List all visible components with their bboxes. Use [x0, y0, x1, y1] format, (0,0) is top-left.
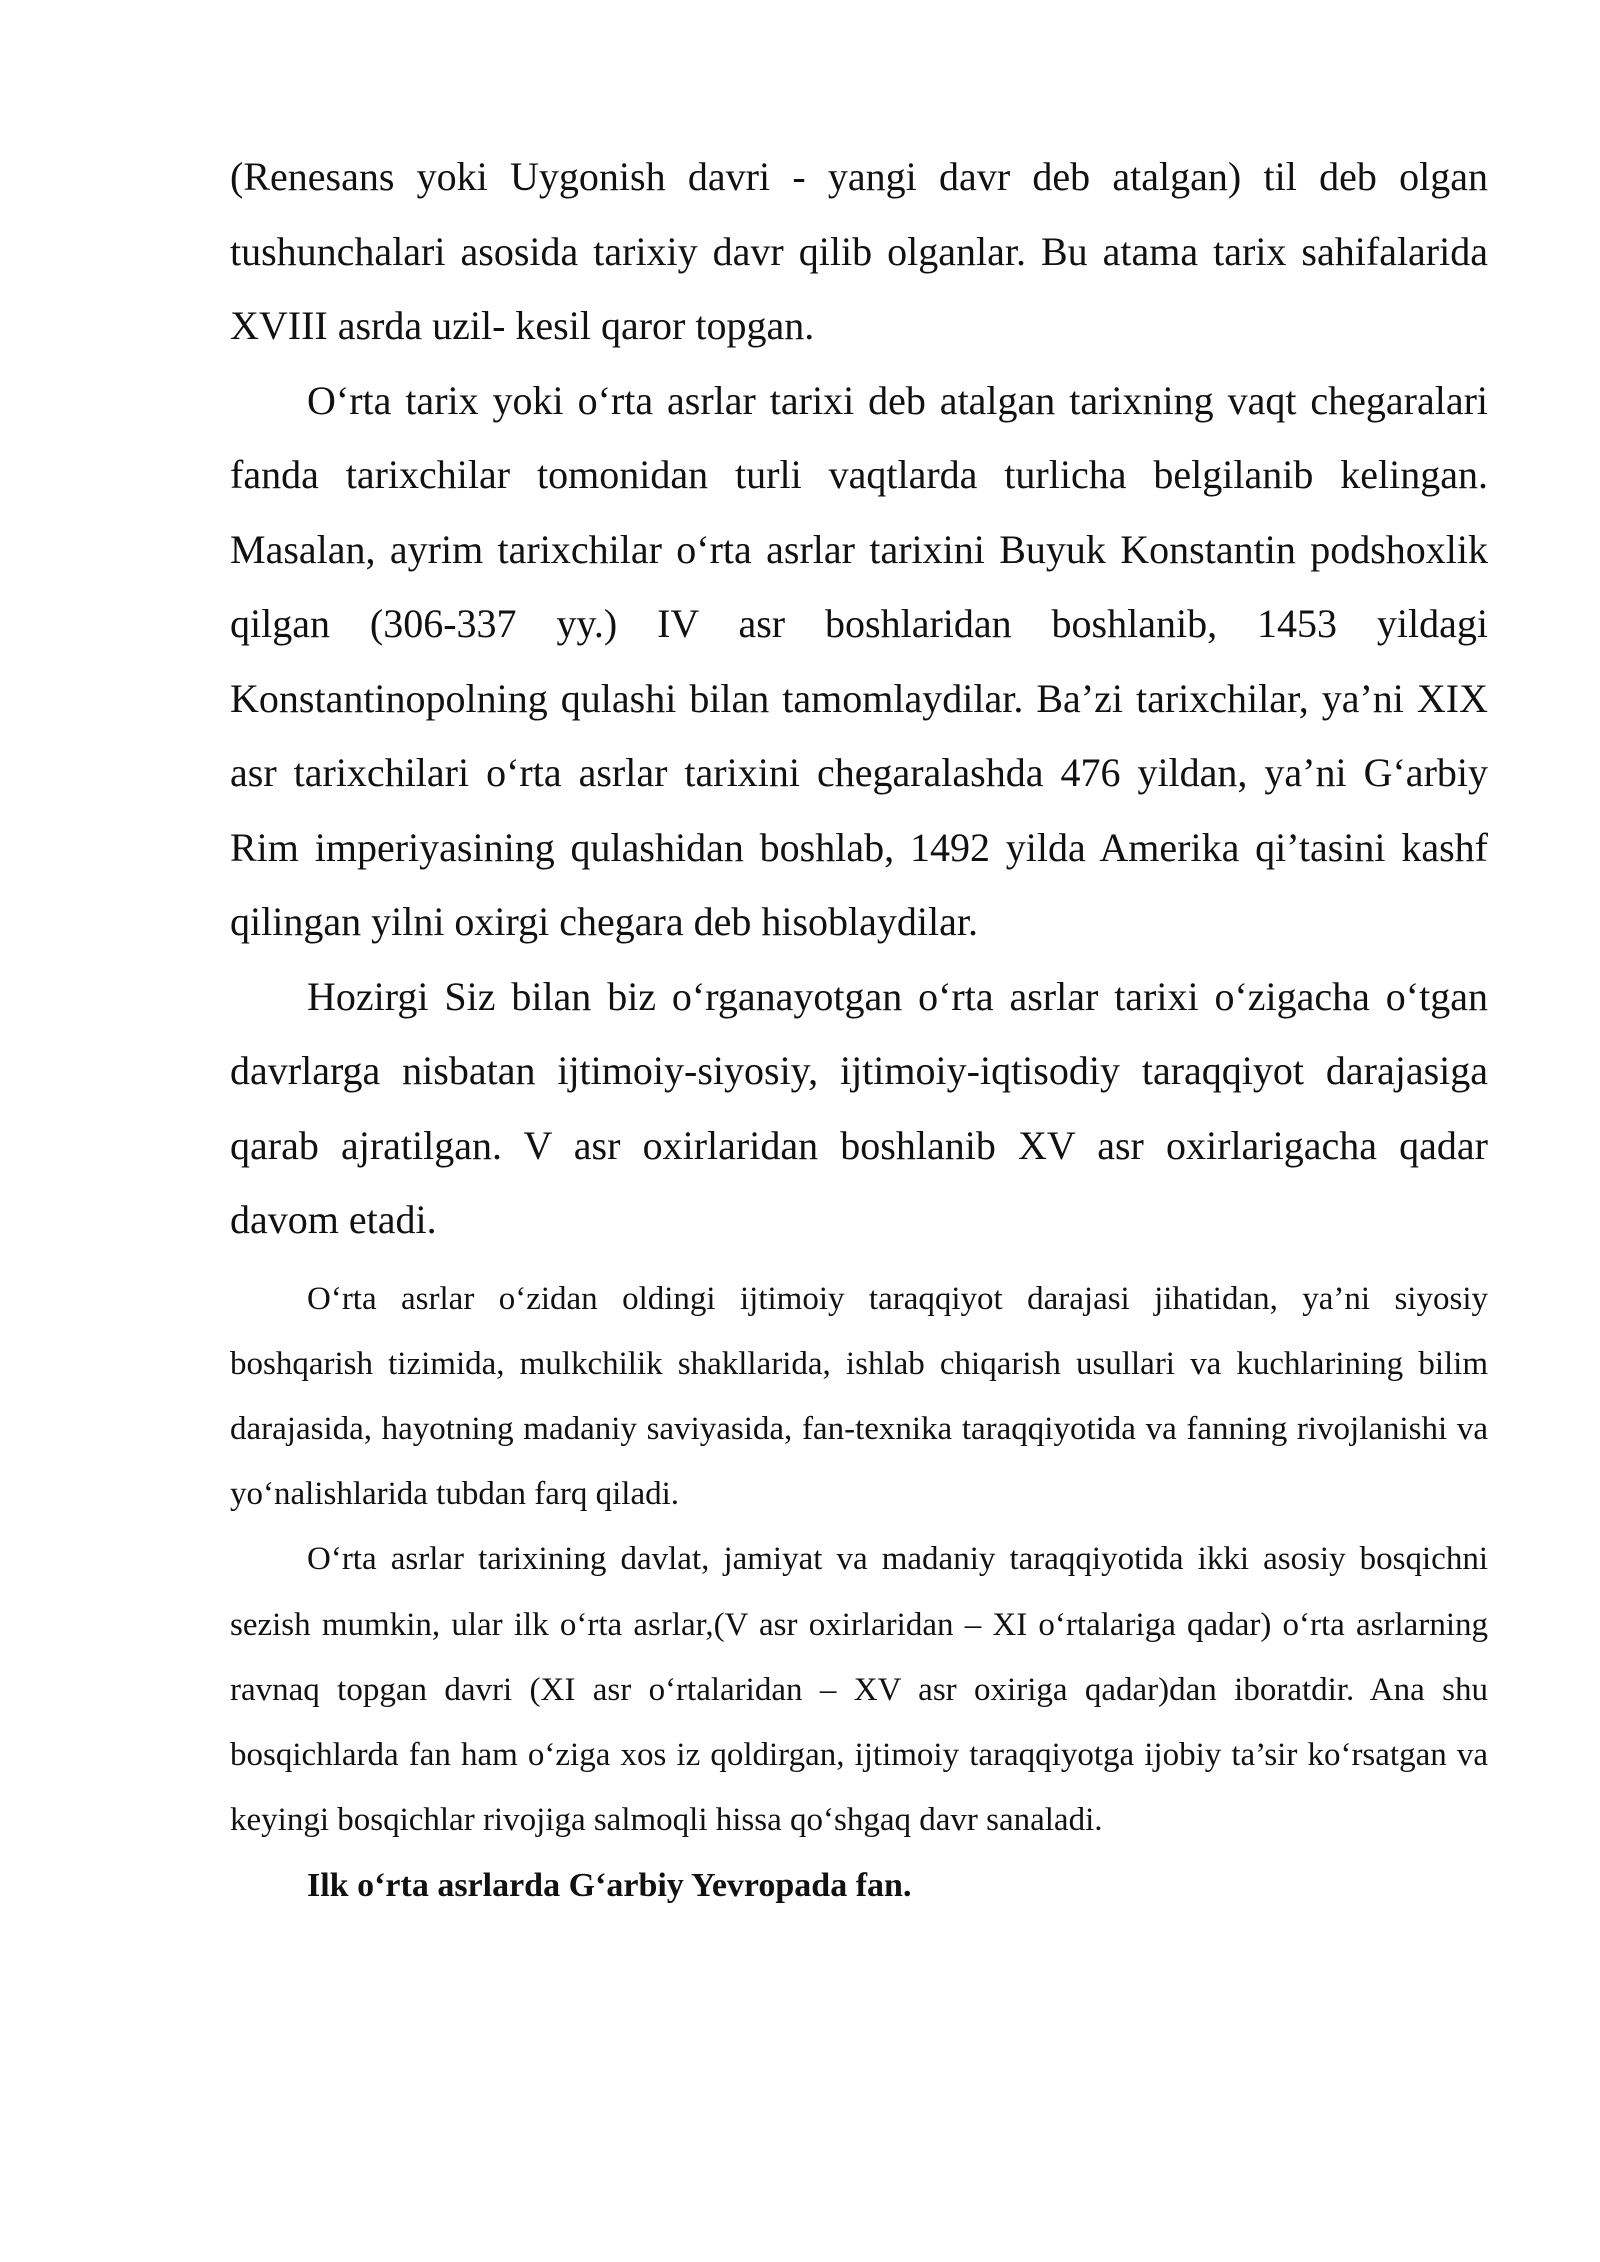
paragraph-renaissance-continuation: (Renesans yoki Uygonish davri - yangi davr deb atalgan) til deb olgan tushunchalari asosida tarixiy davr qilib olganlar. Bu atama tarix sahifalarida XVIII asrda uzil- kesil qaror topgan.	[230, 154, 1488, 348]
document-page	[230, 140, 1488, 1919]
paragraph-social-differences: O‘rta asrlar o‘zidan oldingi ijtimoiy taraqqiyot darajasi jihatidan, ya’ni siyosiy boshqarish tizimida, mulkchilik shakllarida, ishlab chiqarish usullari va kuchlarining bilim darajasida, hayotning madaniy saviyasida, fan-texnika taraqqiyotida va fanning rivojlanishi va yo‘nalishlarida tubdan farq qiladi.	[230, 1280, 1488, 1513]
paragraph-middle-ages-boundaries: O‘rta tarix yoki o‘rta asrlar tarixi deb atalgan tarixning vaqt chegaralari fanda tarixchilar tomonidan turli vaqtlarda turlicha belgilanib kelingan. Masalan, ayrim tarixchilar o‘rta asrlar tarixini Buyuk Konstantin podshoxlik qilgan (306-337 yy.) IV asr boshlaridan boshlanib, 1453 yildagi Konstantinopolning qulashi bilan tamomlaydilar. Ba’zi tarixchilar, ya’ni XIX asr tarixchilari o‘rta asrlar tarixini chegaralashda 476 yildan, ya’ni G‘arbiy Rim imperiyasining qulashidan boshlab, 1492 yilda Amerika qi’tasini kashf qilingan yilni oxirgi chegara deb hisoblaydilar.	[230, 377, 1488, 944]
section-heading: Ilk o‘rta asrlarda G‘arbiy Yevropada fan.	[307, 1867, 912, 1905]
paragraph-two-stages: O‘rta asrlar tarixining davlat, jamiyat va madaniy taraqqiyotida ikki asosiy bosqichni sezish mumkin, ular ilk o‘rta asrlar,(V asr oxirlaridan – XI o‘rtalariga qadar) o‘rta asrlarning ravnaq topgan davri (XI asr o‘rtalaridan – XV asr oxiriga qadar)dan iboratdir. Ana shu bosqichlarda fan ham o‘ziga xos iz qoldirgan, ijtimoiy taraqqiyotga ijobiy ta’sir ko‘rsatgan va keyingi bosqichlar rivojiga salmoqli hissa qo‘shgaq davr sanaladi.	[230, 1541, 1488, 1839]
paragraph-current-period: Hozirgi Siz bilan biz o‘rganayotgan o‘rta asrlar tarixi o‘zigacha o‘tgan davrlarga nisbatan ijtimoiy-siyosiy, ijtimoiy-iqtisodiy taraqqiyot darajasiga qarab ajratilgan. V asr oxirlaridan boshlanib XV asr oxirlarigacha qadar davom etadi.	[230, 973, 1488, 1242]
